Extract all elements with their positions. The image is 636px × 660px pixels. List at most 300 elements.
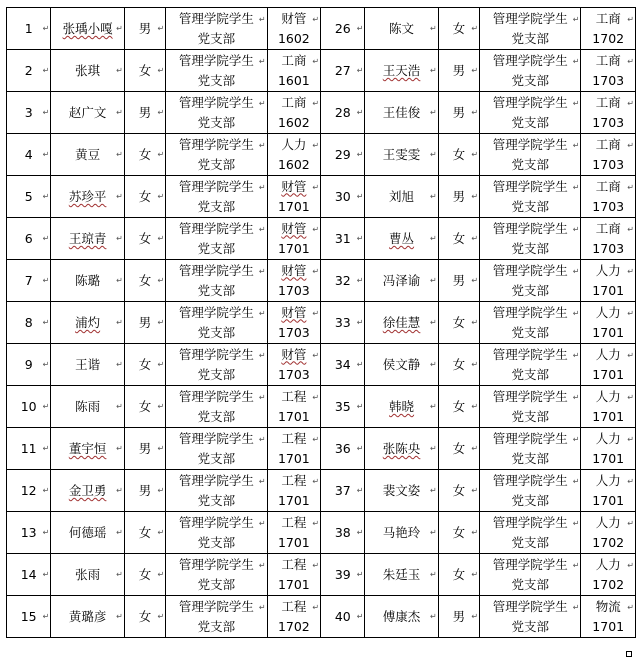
paragraph-mark-icon: ↵ xyxy=(157,65,165,75)
paragraph-mark-icon: ↵ xyxy=(116,149,123,159)
paragraph-mark-icon: ↵ xyxy=(116,401,123,411)
cell-number xyxy=(321,302,365,344)
cell-class-major: 工商 xyxy=(595,220,621,236)
cell-number xyxy=(321,92,365,134)
cell-name xyxy=(365,554,438,596)
cell-name xyxy=(51,428,124,470)
cell-class xyxy=(267,386,321,428)
paragraph-mark-icon: ↵ xyxy=(116,443,123,453)
cell-number-text: 15 xyxy=(20,609,37,624)
cell-number xyxy=(321,260,365,302)
paragraph-mark-icon: ↵ xyxy=(116,569,123,579)
cell-number-text: 36 xyxy=(334,441,351,456)
cell-name-text: 张瑀小嘎 xyxy=(62,21,113,36)
cell-number xyxy=(7,8,51,50)
cell-sex xyxy=(124,428,165,470)
cell-number-text: 29 xyxy=(334,147,351,162)
cell-sex-text: 女 xyxy=(452,399,466,414)
paragraph-mark-icon: ↵ xyxy=(572,393,580,402)
cell-class-code: 1701 xyxy=(592,450,625,466)
paragraph-mark-icon: ↵ xyxy=(258,225,266,234)
cell-class-code: 1703 xyxy=(592,240,625,256)
paragraph-mark-icon: ↵ xyxy=(356,359,364,369)
cell-branch xyxy=(166,344,267,386)
cell-class-code: 1701 xyxy=(277,240,310,256)
paragraph-mark-icon: ↵ xyxy=(116,233,123,243)
cell-sex xyxy=(438,470,479,512)
paragraph-mark-icon: ↵ xyxy=(116,359,123,369)
paragraph-mark-icon: ↵ xyxy=(356,191,364,201)
cell-class-code: 1702 xyxy=(592,534,625,550)
cell-class-major: 工商 xyxy=(281,52,307,68)
cell-sex xyxy=(124,596,165,638)
cell-number xyxy=(7,554,51,596)
paragraph-mark-icon: ↵ xyxy=(356,23,364,33)
paragraph-mark-icon: ↵ xyxy=(258,57,266,66)
paragraph-mark-icon: ↵ xyxy=(157,569,165,579)
cell-branch xyxy=(166,134,267,176)
cell-name-text: 陈璐 xyxy=(75,273,101,288)
cell-class-major: 工程 xyxy=(281,388,307,404)
cell-name xyxy=(51,92,124,134)
cell-sex xyxy=(124,386,165,428)
paragraph-mark-icon: ↵ xyxy=(627,603,634,612)
cell-class-major: 财管 xyxy=(281,304,307,320)
cell-name xyxy=(51,470,124,512)
cell-name xyxy=(365,218,438,260)
cell-branch-line2: 党支部 xyxy=(197,534,236,550)
cell-number-text: 1 xyxy=(24,21,33,36)
cell-branch xyxy=(480,344,581,386)
cell-class-major: 工程 xyxy=(281,598,307,614)
cell-sex-text: 女 xyxy=(138,273,152,288)
cell-name xyxy=(365,50,438,92)
cell-class-major: 人力 xyxy=(595,472,621,488)
cell-name-text: 马艳玲 xyxy=(382,525,421,540)
paragraph-mark-icon: ↵ xyxy=(157,527,165,537)
paragraph-mark-icon: ↵ xyxy=(572,99,580,108)
cell-branch xyxy=(166,596,267,638)
paragraph-mark-icon: ↵ xyxy=(157,107,165,117)
cell-branch-line2: 党支部 xyxy=(197,618,236,634)
cell-number-text: 14 xyxy=(20,567,37,582)
cell-name xyxy=(365,260,438,302)
cell-sex xyxy=(124,554,165,596)
cell-branch-line2: 党支部 xyxy=(197,492,236,508)
cell-branch-line2: 党支部 xyxy=(511,324,549,340)
cell-sex xyxy=(124,50,165,92)
cell-class xyxy=(581,8,636,50)
paragraph-mark-icon: ↵ xyxy=(42,569,50,579)
paragraph-mark-icon: ↵ xyxy=(429,317,437,327)
cell-number xyxy=(7,512,51,554)
paragraph-mark-icon: ↵ xyxy=(471,569,479,579)
cell-branch-line2: 党支部 xyxy=(511,492,549,508)
cell-branch xyxy=(166,512,267,554)
cell-name-text: 裴文姿 xyxy=(382,483,421,498)
cell-class xyxy=(267,92,321,134)
paragraph-mark-icon: ↵ xyxy=(157,611,165,621)
paragraph-mark-icon: ↵ xyxy=(429,275,437,285)
cell-class xyxy=(267,8,321,50)
cell-class-major: 人力 xyxy=(595,556,621,572)
paragraph-mark-icon: ↵ xyxy=(258,561,266,570)
cell-sex xyxy=(438,176,479,218)
cell-branch-line1: 管理学院学生 xyxy=(178,10,254,26)
paragraph-mark-icon: ↵ xyxy=(42,149,50,159)
cell-number xyxy=(321,554,365,596)
cell-branch-line2: 党支部 xyxy=(511,198,549,214)
cell-number xyxy=(321,470,365,512)
cell-branch-line1: 管理学院学生 xyxy=(178,346,254,362)
cell-name xyxy=(365,386,438,428)
cell-class xyxy=(267,344,321,386)
paragraph-mark-icon: ↵ xyxy=(572,225,580,234)
cell-class-major: 人力 xyxy=(281,136,307,152)
cell-class-code: 1701 xyxy=(592,366,625,382)
cell-class xyxy=(581,260,636,302)
paragraph-mark-icon: ↵ xyxy=(572,267,580,276)
paragraph-mark-icon: ↵ xyxy=(312,267,320,276)
paragraph-mark-icon: ↵ xyxy=(627,561,634,570)
paragraph-mark-icon: ↵ xyxy=(356,317,364,327)
paragraph-mark-icon: ↵ xyxy=(42,443,50,453)
cell-class-major: 工程 xyxy=(281,472,307,488)
cell-sex-text: 女 xyxy=(138,399,152,414)
cell-sex xyxy=(438,428,479,470)
paragraph-mark-icon: ↵ xyxy=(312,183,320,192)
table-row xyxy=(7,134,636,176)
paragraph-mark-icon: ↵ xyxy=(42,401,50,411)
paragraph-mark-icon: ↵ xyxy=(429,233,437,243)
cell-sex-text: 男 xyxy=(452,105,466,120)
cell-number xyxy=(321,176,365,218)
cell-class-code: 1702 xyxy=(592,30,625,46)
cell-name xyxy=(365,302,438,344)
paragraph-mark-icon: ↵ xyxy=(312,225,320,234)
paragraph-mark-icon: ↵ xyxy=(157,443,165,453)
paragraph-mark-icon: ↵ xyxy=(42,275,50,285)
cell-class xyxy=(267,176,321,218)
paragraph-mark-icon: ↵ xyxy=(356,149,364,159)
cell-branch-line2: 党支部 xyxy=(197,408,236,424)
cell-branch xyxy=(480,386,581,428)
cell-branch-line1: 管理学院学生 xyxy=(492,262,568,278)
cell-name-text: 侯文静 xyxy=(382,357,421,372)
cell-class xyxy=(581,302,636,344)
cell-number-text: 34 xyxy=(334,357,351,372)
cell-branch xyxy=(166,302,267,344)
paragraph-mark-icon: ↵ xyxy=(356,527,364,537)
cell-number-text: 31 xyxy=(334,231,351,246)
cell-name-text: 韩晓 xyxy=(389,399,415,414)
cell-name xyxy=(51,512,124,554)
paragraph-mark-icon: ↵ xyxy=(116,485,123,495)
cell-number xyxy=(321,344,365,386)
cell-name xyxy=(51,218,124,260)
paragraph-mark-icon: ↵ xyxy=(429,107,437,117)
cell-class xyxy=(581,344,636,386)
cell-name xyxy=(51,8,124,50)
cell-class-code: 1702 xyxy=(277,618,310,634)
cell-sex-text: 女 xyxy=(138,609,152,624)
cell-branch-line1: 管理学院学生 xyxy=(178,178,254,194)
cell-number xyxy=(7,596,51,638)
cell-branch-line1: 管理学院学生 xyxy=(492,94,568,110)
cell-name-text: 张琪 xyxy=(75,63,101,78)
cell-class-major: 财管 xyxy=(281,220,307,236)
cell-sex xyxy=(438,260,479,302)
paragraph-mark-icon: ↵ xyxy=(258,393,266,402)
cell-name xyxy=(51,596,124,638)
cell-number xyxy=(7,50,51,92)
table-row xyxy=(7,302,636,344)
member-table xyxy=(6,7,636,638)
cell-branch xyxy=(480,596,581,638)
cell-name-text: 黄豆 xyxy=(75,147,101,162)
cell-number-text: 26 xyxy=(334,21,351,36)
cell-sex xyxy=(438,344,479,386)
cell-branch-line1: 管理学院学生 xyxy=(492,598,568,614)
cell-class-major: 工程 xyxy=(281,514,307,530)
cell-branch-line1: 管理学院学生 xyxy=(178,598,254,614)
paragraph-mark-icon: ↵ xyxy=(572,57,580,66)
cell-class-major: 人力 xyxy=(595,262,621,278)
paragraph-mark-icon: ↵ xyxy=(429,611,437,621)
cell-number xyxy=(7,218,51,260)
cell-class-major: 人力 xyxy=(595,430,621,446)
cell-class-code: 1701 xyxy=(592,324,625,340)
cell-number xyxy=(7,92,51,134)
cell-number-text: 32 xyxy=(334,273,351,288)
cell-name-text: 苏珍平 xyxy=(68,189,107,204)
cell-name xyxy=(51,386,124,428)
cell-branch-line1: 管理学院学生 xyxy=(492,304,568,320)
paragraph-mark-icon: ↵ xyxy=(572,603,580,612)
cell-branch-line2: 党支部 xyxy=(511,576,549,592)
paragraph-mark-icon: ↵ xyxy=(356,65,364,75)
paragraph-mark-icon: ↵ xyxy=(356,443,364,453)
cell-branch xyxy=(480,428,581,470)
cell-number-text: 40 xyxy=(334,609,351,624)
paragraph-mark-icon: ↵ xyxy=(471,149,479,159)
cell-class-code: 1703 xyxy=(277,324,310,340)
cell-class xyxy=(267,50,321,92)
cell-branch-line2: 党支部 xyxy=(197,30,236,46)
cell-class-major: 财管 xyxy=(281,346,307,362)
cell-class-code: 1602 xyxy=(277,114,310,130)
paragraph-mark-icon: ↵ xyxy=(627,15,634,24)
paragraph-mark-icon: ↵ xyxy=(471,611,479,621)
cell-branch-line1: 管理学院学生 xyxy=(492,514,568,530)
cell-number xyxy=(321,50,365,92)
cell-class-major: 工商 xyxy=(595,10,621,26)
table-row xyxy=(7,512,636,554)
cell-sex-text: 男 xyxy=(138,105,152,120)
cell-sex xyxy=(438,134,479,176)
cell-branch-line2: 党支部 xyxy=(511,534,549,550)
cell-name-text: 赵广文 xyxy=(68,105,107,120)
cell-name-text: 金卫勇 xyxy=(68,483,107,498)
paragraph-mark-icon: ↵ xyxy=(258,603,266,612)
paragraph-mark-icon: ↵ xyxy=(627,225,634,234)
cell-branch xyxy=(166,470,267,512)
cell-class-code: 1703 xyxy=(592,114,625,130)
cell-branch-line2: 党支部 xyxy=(511,240,549,256)
cell-branch-line1: 管理学院学生 xyxy=(492,178,568,194)
cell-name-text: 张陈央 xyxy=(382,441,421,456)
cell-branch-line2: 党支部 xyxy=(511,282,549,298)
cell-class-code: 1701 xyxy=(277,408,310,424)
cell-number xyxy=(321,512,365,554)
paragraph-mark-icon: ↵ xyxy=(471,23,479,33)
cell-branch-line2: 党支部 xyxy=(197,576,236,592)
paragraph-mark-icon: ↵ xyxy=(429,149,437,159)
cell-branch-line1: 管理学院学生 xyxy=(178,388,254,404)
cell-branch-line1: 管理学院学生 xyxy=(492,52,568,68)
cell-number-text: 28 xyxy=(334,105,351,120)
paragraph-mark-icon: ↵ xyxy=(258,309,266,318)
paragraph-mark-icon: ↵ xyxy=(42,359,50,369)
cell-number xyxy=(7,260,51,302)
cell-class xyxy=(581,92,636,134)
cell-number xyxy=(7,176,51,218)
table-row xyxy=(7,470,636,512)
cell-name xyxy=(365,512,438,554)
paragraph-mark-icon: ↵ xyxy=(429,569,437,579)
cell-class-code: 1602 xyxy=(277,156,310,172)
cell-name-text: 王谐 xyxy=(75,357,101,372)
paragraph-mark-icon: ↵ xyxy=(258,183,266,192)
cell-sex xyxy=(124,134,165,176)
paragraph-mark-icon: ↵ xyxy=(429,65,437,75)
cell-name-text: 傅康杰 xyxy=(382,609,421,624)
cell-class-major: 财管 xyxy=(281,178,307,194)
table-row xyxy=(7,386,636,428)
paragraph-mark-icon: ↵ xyxy=(42,233,50,243)
cell-class-code: 1701 xyxy=(592,618,625,634)
cell-branch-line2: 党支部 xyxy=(511,114,549,130)
paragraph-mark-icon: ↵ xyxy=(572,561,580,570)
cell-class-major: 人力 xyxy=(595,514,621,530)
paragraph-mark-icon: ↵ xyxy=(471,527,479,537)
paragraph-mark-icon: ↵ xyxy=(429,527,437,537)
paragraph-mark-icon: ↵ xyxy=(157,149,165,159)
cell-class xyxy=(581,134,636,176)
paragraph-mark-icon: ↵ xyxy=(258,141,266,150)
paragraph-mark-icon: ↵ xyxy=(356,275,364,285)
member-table-grid xyxy=(6,7,636,638)
paragraph-mark-icon: ↵ xyxy=(116,275,123,285)
cell-name-text: 刘旭 xyxy=(389,189,415,204)
paragraph-mark-icon: ↵ xyxy=(572,141,580,150)
cell-branch-line1: 管理学院学生 xyxy=(492,472,568,488)
cell-name xyxy=(365,596,438,638)
cell-sex-text: 女 xyxy=(452,567,466,582)
paragraph-mark-icon: ↵ xyxy=(572,351,580,360)
paragraph-mark-icon: ↵ xyxy=(312,351,320,360)
paragraph-mark-icon: ↵ xyxy=(471,443,479,453)
paragraph-mark-icon: ↵ xyxy=(42,191,50,201)
cell-name-text: 曹丛 xyxy=(389,231,415,246)
cell-sex xyxy=(124,260,165,302)
cell-sex-text: 女 xyxy=(138,231,152,246)
paragraph-mark-icon: ↵ xyxy=(572,183,580,192)
cell-class-code: 1701 xyxy=(277,576,310,592)
cell-number xyxy=(7,302,51,344)
cell-name-text: 朱廷玉 xyxy=(382,567,421,582)
cell-name-text: 王天浩 xyxy=(382,63,421,78)
cell-class-code: 1703 xyxy=(592,72,625,88)
cell-class-code: 1601 xyxy=(277,72,310,88)
cell-class-major: 财管 xyxy=(281,262,307,278)
cell-class-code: 1701 xyxy=(592,408,625,424)
cell-class xyxy=(581,470,636,512)
paragraph-mark-icon: ↵ xyxy=(157,317,165,327)
cell-class xyxy=(267,512,321,554)
cell-name xyxy=(365,470,438,512)
cell-class xyxy=(581,50,636,92)
cell-branch-line1: 管理学院学生 xyxy=(178,52,254,68)
cell-name xyxy=(365,176,438,218)
paragraph-mark-icon: ↵ xyxy=(312,393,320,402)
paragraph-mark-icon: ↵ xyxy=(627,141,634,150)
cell-number-text: 27 xyxy=(334,63,351,78)
paragraph-mark-icon: ↵ xyxy=(157,233,165,243)
cell-sex-text: 男 xyxy=(138,21,152,36)
table-row xyxy=(7,50,636,92)
cell-branch xyxy=(166,50,267,92)
cell-class-major: 工商 xyxy=(595,94,621,110)
cell-number xyxy=(7,470,51,512)
paragraph-mark-icon: ↵ xyxy=(116,527,123,537)
cell-branch xyxy=(166,8,267,50)
cell-sex-text: 男 xyxy=(452,273,466,288)
paragraph-mark-icon: ↵ xyxy=(627,435,634,444)
cell-sex-text: 男 xyxy=(452,609,466,624)
cell-sex-text: 男 xyxy=(452,189,466,204)
cell-number-text: 5 xyxy=(24,189,33,204)
paragraph-mark-icon: ↵ xyxy=(157,485,165,495)
cell-branch xyxy=(166,386,267,428)
cell-name xyxy=(51,50,124,92)
cell-name xyxy=(365,344,438,386)
table-row xyxy=(7,428,636,470)
cell-number-text: 13 xyxy=(20,525,37,540)
paragraph-mark-icon: ↵ xyxy=(627,519,634,528)
cell-sex-text: 男 xyxy=(138,441,152,456)
cell-class xyxy=(581,386,636,428)
cell-class-major: 物流 xyxy=(595,598,621,614)
cell-branch-line2: 党支部 xyxy=(197,198,236,214)
cell-number xyxy=(321,218,365,260)
cell-branch-line1: 管理学院学生 xyxy=(178,136,254,152)
cell-number-text: 7 xyxy=(24,273,33,288)
cell-sex-text: 男 xyxy=(138,483,152,498)
paragraph-mark-icon: ↵ xyxy=(258,267,266,276)
paragraph-mark-icon: ↵ xyxy=(312,309,320,318)
cell-class-major: 人力 xyxy=(595,304,621,320)
cell-branch-line1: 管理学院学生 xyxy=(492,430,568,446)
cell-number-text: 35 xyxy=(334,399,351,414)
cell-sex-text: 女 xyxy=(452,357,466,372)
cell-class-major: 人力 xyxy=(595,388,621,404)
cell-number-text: 3 xyxy=(24,105,33,120)
paragraph-mark-icon: ↵ xyxy=(42,485,50,495)
paragraph-mark-icon: ↵ xyxy=(312,477,320,486)
cell-class xyxy=(267,134,321,176)
cell-branch xyxy=(480,218,581,260)
